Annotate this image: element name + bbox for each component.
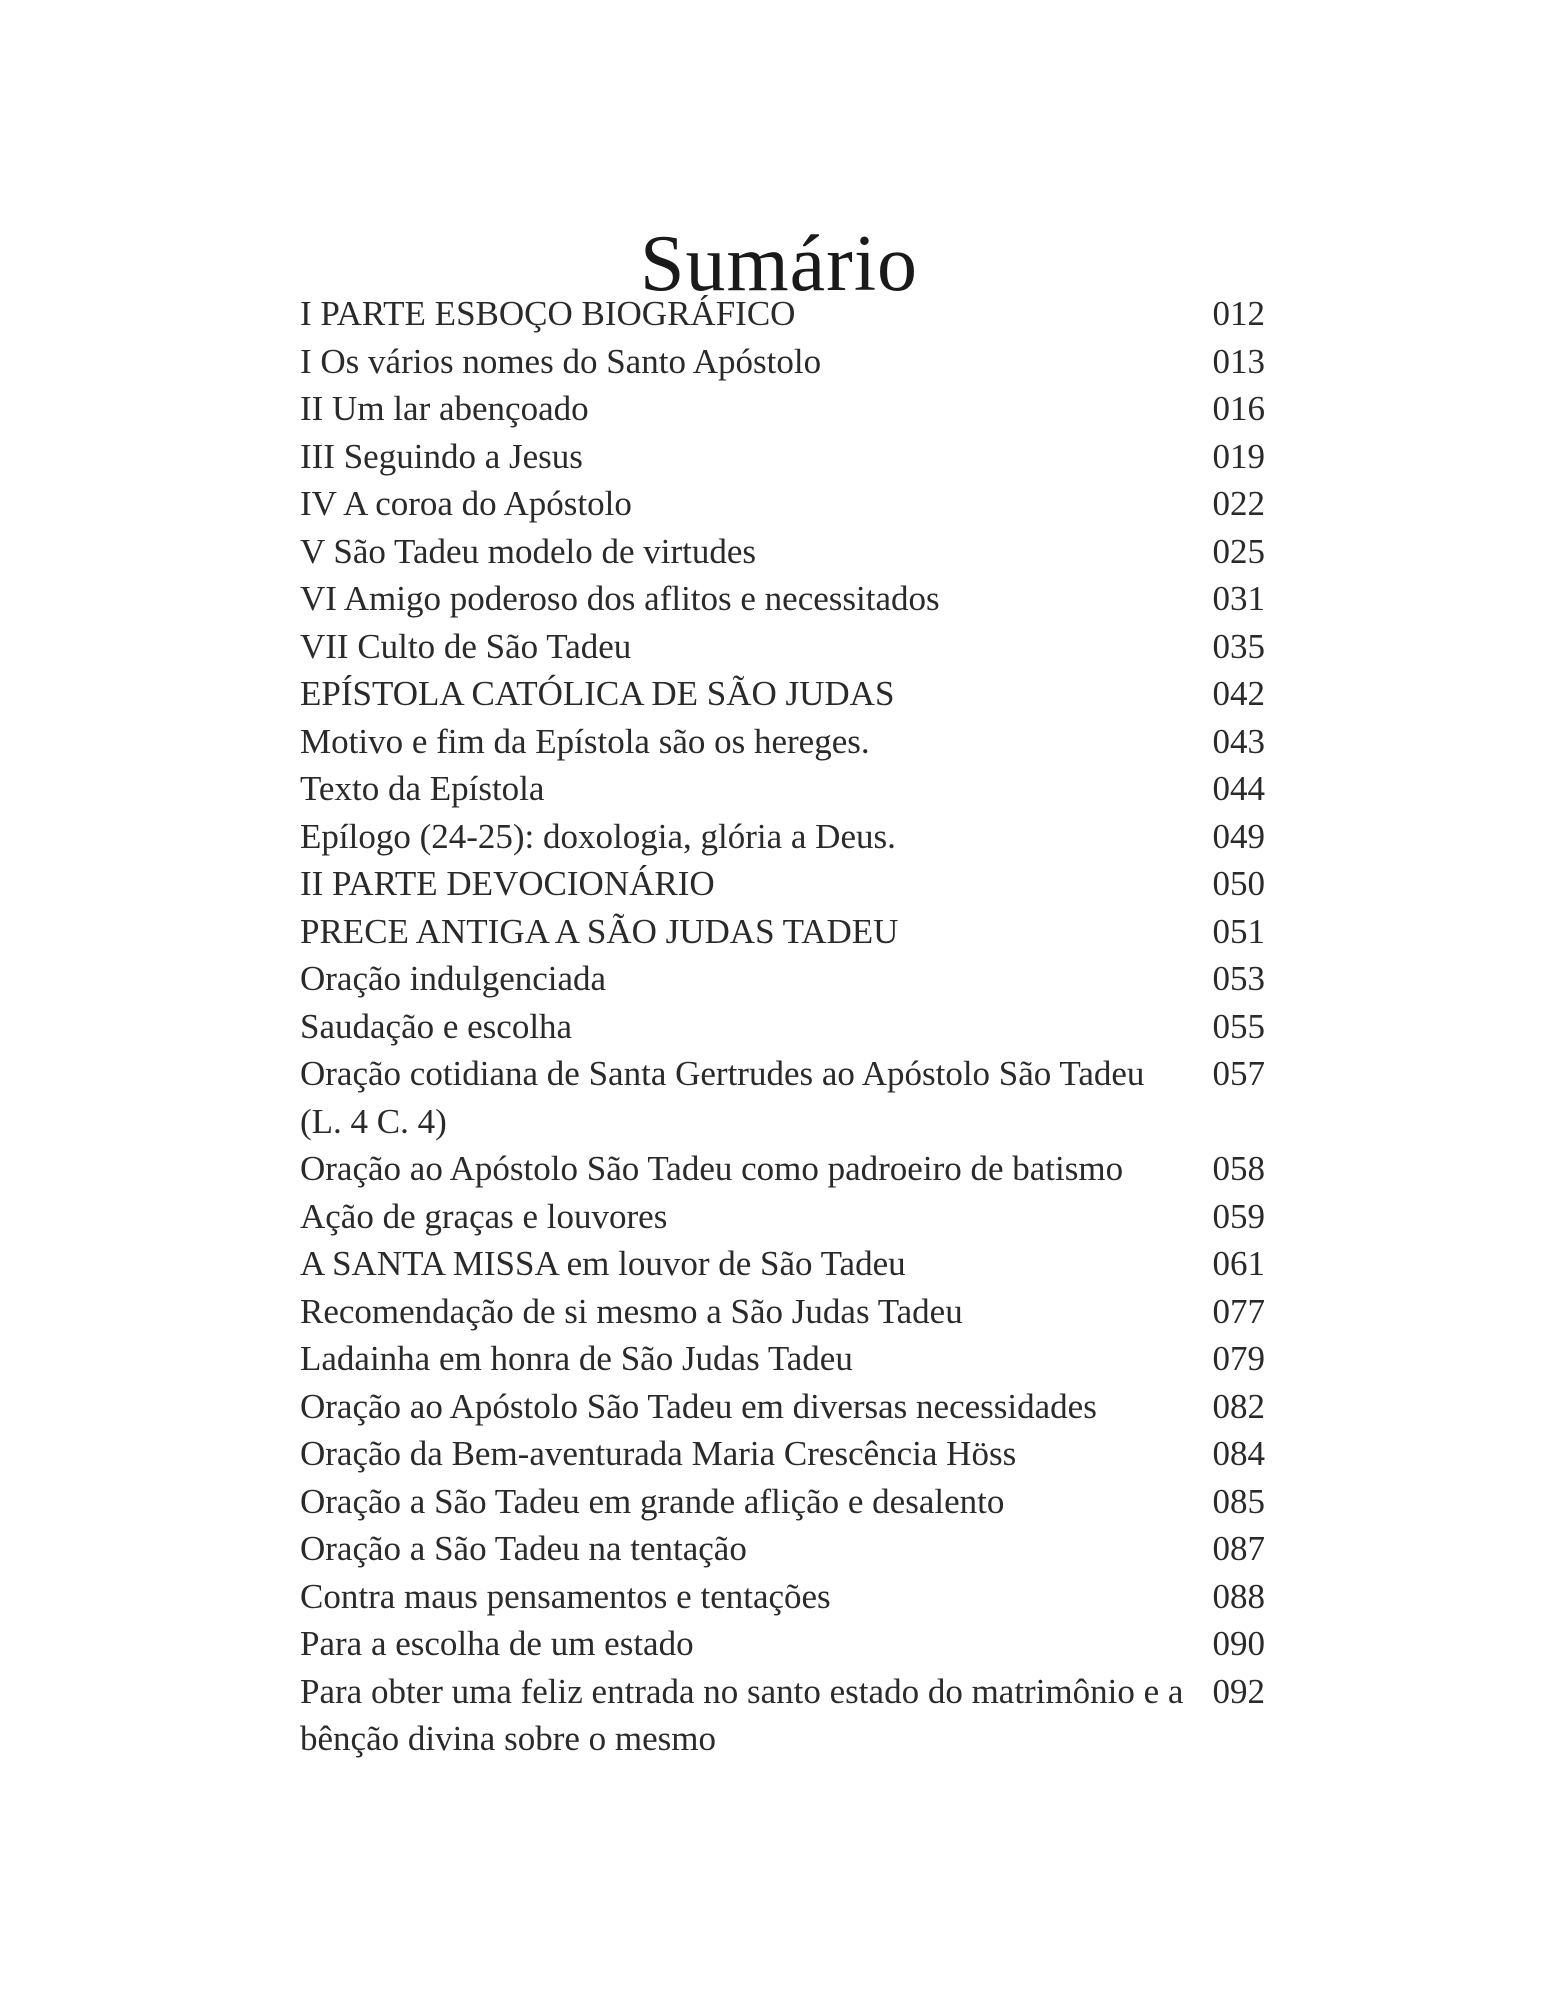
- toc-entry-title: Motivo e fim da Epístola são os hereges.: [300, 721, 870, 761]
- toc-entry-page-number: 016: [1212, 389, 1265, 428]
- toc-entry-title: Contra maus pensamentos e tentações: [300, 1576, 831, 1616]
- toc-entry-page-number: 057: [1212, 1054, 1265, 1093]
- toc-entry: [300, 1003, 1265, 1051]
- toc-entry-title: Saudação e escolha: [300, 1006, 573, 1046]
- table-of-contents: [300, 290, 1265, 1763]
- toc-entry-page-number: 025: [1212, 531, 1265, 571]
- toc-entry: [300, 575, 1265, 623]
- toc-entry-title: Recomendação de si mesmo a São Judas Tadeu: [300, 1291, 963, 1331]
- toc-entry-page-number: 077: [1212, 1291, 1265, 1331]
- toc-entry: [300, 623, 1265, 671]
- toc-entry-title: Para a escolha de um estado: [300, 1624, 694, 1663]
- toc-entry: [300, 955, 1265, 1003]
- toc-entry: [300, 1335, 1265, 1383]
- toc-entry-title: III Seguindo a Jesus: [300, 436, 583, 476]
- toc-entry-page-number: 053: [1212, 959, 1265, 998]
- toc-entry-page-number: 055: [1212, 1006, 1265, 1046]
- toc-entry-title: I PARTE ESBOÇO BIOGRÁFICO: [300, 294, 796, 333]
- toc-entry-title: VI Amigo poderoso dos aflitos e necessitados: [300, 579, 940, 618]
- toc-entry-title: Ação de graças e louvores: [300, 1196, 668, 1236]
- toc-entry-title: Ladainha em honra de São Judas Tadeu: [300, 1339, 853, 1378]
- toc-entry-title: Oração cotidiana de Santa Gertrudes ao Apóstolo São Tadeu (L. 4 C. 4): [300, 1054, 1145, 1141]
- toc-entry: [300, 765, 1265, 813]
- toc-entry-title: IV A coroa do Apóstolo: [300, 484, 632, 523]
- toc-entry-page-number: 035: [1212, 626, 1265, 666]
- toc-entry-page-number: 044: [1212, 769, 1265, 808]
- toc-entry-page-number: 088: [1212, 1576, 1265, 1616]
- toc-entry-page-number: 050: [1212, 864, 1265, 903]
- toc-entry-page-number: 013: [1212, 341, 1265, 381]
- toc-entry-title: VII Culto de São Tadeu: [300, 626, 632, 666]
- toc-entry-page-number: 090: [1212, 1624, 1265, 1663]
- toc-entry: [300, 908, 1265, 956]
- toc-entry-title: V São Tadeu modelo de virtudes: [300, 531, 757, 571]
- toc-entry-title: Oração a São Tadeu em grande aflição e desalento: [300, 1481, 1005, 1521]
- toc-entry: [300, 385, 1265, 433]
- toc-entry-page-number: 061: [1212, 1244, 1265, 1283]
- toc-entry-page-number: 087: [1212, 1529, 1265, 1568]
- toc-entry-title: Para obter uma feliz entrada no santo estado do matrimônio e a bênção divina sobre o mesmo: [300, 1671, 1184, 1758]
- toc-entry: [300, 1193, 1265, 1241]
- toc-entry: [300, 860, 1265, 908]
- toc-entry: [300, 1525, 1265, 1573]
- toc-entry: [300, 433, 1265, 481]
- toc-entry: [300, 1668, 1265, 1763]
- toc-entry-title: Oração indulgenciada: [300, 959, 607, 998]
- toc-entry-title: Texto da Epístola: [300, 769, 545, 808]
- toc-entry-page-number: 019: [1212, 436, 1265, 476]
- toc-entry-page-number: 079: [1212, 1339, 1265, 1378]
- toc-entry: [300, 1288, 1265, 1336]
- toc-entry: [300, 528, 1265, 576]
- toc-entry: [300, 670, 1265, 718]
- toc-entry-page-number: 058: [1212, 1149, 1265, 1188]
- toc-entry-title: Oração a São Tadeu na tentação: [300, 1529, 747, 1568]
- toc-entry-page-number: 084: [1212, 1434, 1265, 1473]
- toc-entry: [300, 1050, 1265, 1145]
- toc-entry-page-number: 043: [1212, 721, 1265, 761]
- toc-entry-title: Epílogo (24-25): doxologia, glória a Deus.: [300, 816, 896, 856]
- toc-entry-title: Oração da Bem-aventurada Maria Crescência Höss: [300, 1434, 1017, 1473]
- toc-entry: [300, 480, 1265, 528]
- toc-entry-page-number: 049: [1212, 816, 1265, 856]
- toc-entry-page-number: 082: [1212, 1386, 1265, 1426]
- toc-entry-page-number: 085: [1212, 1481, 1265, 1521]
- toc-entry-title: EPÍSTOLA CATÓLICA DE SÃO JUDAS: [300, 674, 895, 713]
- page-title: Sumário: [639, 219, 919, 308]
- toc-entry-page-number: 022: [1212, 484, 1265, 523]
- toc-entry: [300, 1240, 1265, 1288]
- toc-entry-title: II Um lar abençoado: [300, 389, 589, 428]
- toc-entry-title: I Os vários nomes do Santo Apóstolo: [300, 341, 822, 381]
- toc-entry-title: II PARTE DEVOCIONÁRIO: [300, 864, 715, 903]
- toc-entry-title: PRECE ANTIGA A SÃO JUDAS TADEU: [300, 911, 899, 951]
- toc-entry-page-number: 031: [1212, 579, 1265, 618]
- toc-entry: [300, 813, 1265, 861]
- toc-entry-title: Oração ao Apóstolo São Tadeu em diversas necessidades: [300, 1386, 1097, 1426]
- toc-entry: [300, 1620, 1265, 1668]
- toc-entry: [300, 290, 1265, 338]
- toc-entry-title: A SANTA MISSA em louvor de São Tadeu: [300, 1244, 906, 1283]
- toc-entry-page-number: 051: [1212, 911, 1265, 951]
- toc-entry: [300, 1573, 1265, 1621]
- toc-entry-title: Oração ao Apóstolo São Tadeu como padroeiro de batismo: [300, 1149, 1124, 1188]
- toc-entry-page-number: 059: [1212, 1196, 1265, 1236]
- toc-entry-page-number: 012: [1212, 294, 1265, 333]
- toc-entry: [300, 1478, 1265, 1526]
- toc-entry: [300, 1145, 1265, 1193]
- toc-entry: [300, 1383, 1265, 1431]
- toc-entry: [300, 1430, 1265, 1478]
- toc-entry: [300, 338, 1265, 386]
- toc-entry: [300, 718, 1265, 766]
- toc-entry-page-number: 092: [1212, 1671, 1265, 1711]
- toc-entry-page-number: 042: [1212, 674, 1265, 713]
